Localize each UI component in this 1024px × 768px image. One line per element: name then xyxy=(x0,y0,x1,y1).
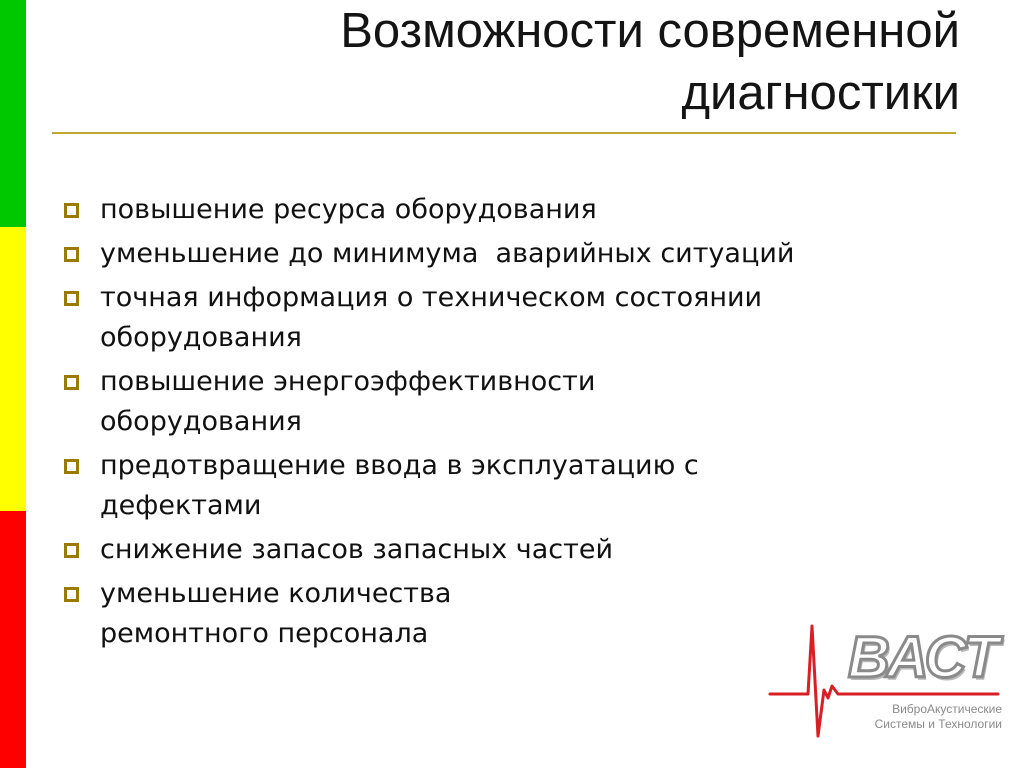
slide-title-line-2: диагностики xyxy=(681,66,960,120)
bullet-list xyxy=(64,190,984,658)
bullet-text-line: повышение энергоэффективности xyxy=(100,366,596,397)
hollow-square-bullet-icon xyxy=(64,587,79,602)
side-bar-green-segment xyxy=(0,0,26,227)
bullet-text-line: оборудования xyxy=(100,322,302,353)
logo-wordmark: ВАСТ xyxy=(848,625,998,690)
hollow-square-bullet-icon xyxy=(64,459,79,474)
bullet-text-line: предотвращение ввода в эксплуатацию с xyxy=(100,450,699,481)
side-bar-red-segment xyxy=(0,511,26,768)
bullet-item xyxy=(64,362,984,442)
slide-title-line-1: Возможности современной xyxy=(340,4,960,58)
hollow-square-bullet-icon xyxy=(64,247,79,262)
bullet-text xyxy=(100,234,980,274)
hollow-square-bullet-icon xyxy=(64,543,79,558)
hollow-square-bullet-icon xyxy=(64,203,79,218)
slide-title xyxy=(200,0,960,124)
side-bar-yellow-segment xyxy=(0,227,26,511)
bullet-text xyxy=(100,278,980,358)
bullet-text xyxy=(100,190,980,230)
logo-subtitle-line: Системы и Технологии xyxy=(874,717,1002,731)
bullet-item xyxy=(64,530,984,570)
bullet-text-line: уменьшение до минимума аварийных ситуаций xyxy=(100,238,795,269)
bullet-item xyxy=(64,190,984,230)
logo-subtitle-line: ВиброАкустические xyxy=(892,702,1002,716)
hollow-square-bullet-icon xyxy=(64,375,79,390)
hollow-square-bullet-icon xyxy=(64,291,79,306)
bullet-item xyxy=(64,278,984,358)
bullet-text-line: снижение запасов запасных частей xyxy=(100,534,614,565)
bullet-text-line: дефектами xyxy=(100,490,262,521)
bullet-text xyxy=(100,446,980,526)
logo-subtitle xyxy=(862,702,1002,732)
bullet-text-line: повышение ресурса оборудования xyxy=(100,194,597,225)
side-color-bar xyxy=(0,0,26,768)
bullet-text xyxy=(100,530,980,570)
bullet-text-line: точная информация о техническом состоянии xyxy=(100,282,763,313)
bullet-text-line: оборудования xyxy=(100,406,302,437)
bullet-text xyxy=(100,362,980,442)
company-logo xyxy=(768,620,1008,740)
title-divider xyxy=(52,132,956,134)
bullet-text-line: уменьшение количества xyxy=(100,578,452,609)
bullet-item xyxy=(64,446,984,526)
bullet-item xyxy=(64,234,984,274)
bullet-text-line: ремонтного персонала xyxy=(100,618,429,649)
